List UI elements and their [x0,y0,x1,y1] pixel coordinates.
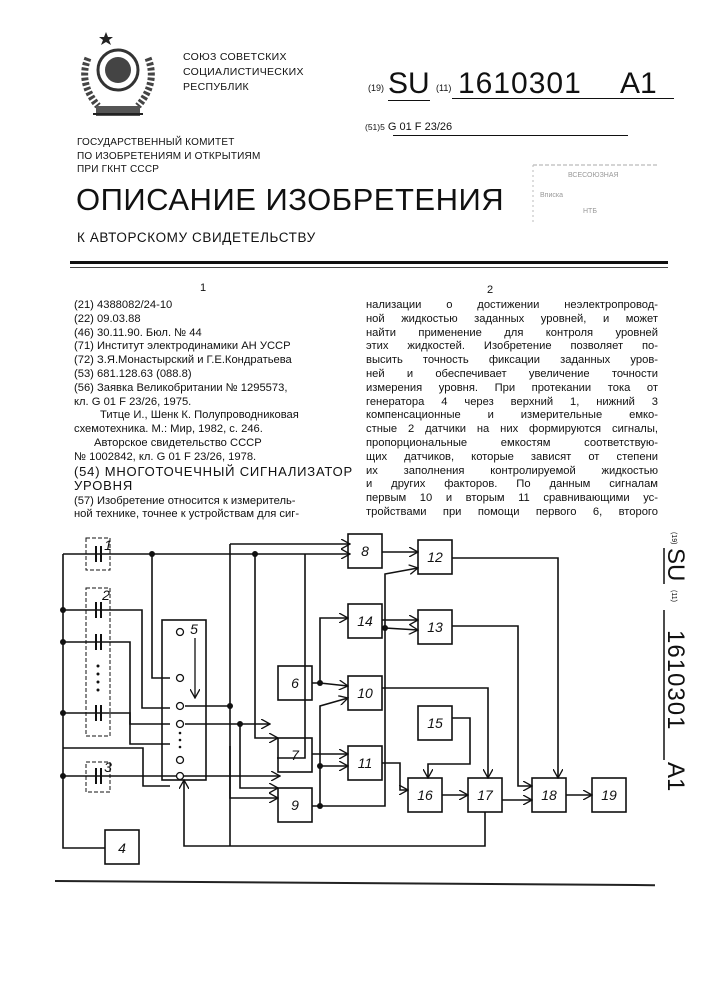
label-block-18: 18 [541,787,557,803]
committee-line-1: ГОСУДАРСТВЕННЫЙ КОМИТЕТ [77,137,235,148]
label-sensor-2: 2 [102,587,110,603]
abstract-line: найти применение для контроля уровней [366,326,658,339]
stamp-line-2: Вписка [540,192,563,199]
abstract-line: первым 10 и вторым 11 сравнивающими ус- [366,492,658,505]
label-sensor-3: 3 [104,759,112,775]
side-number: 1610301 [662,630,689,731]
field-22: (22) 09.03.88 [74,312,141,325]
abstract-line: пропорциональные емкостям соответствую- [366,436,658,449]
abstract-line: их заполнения контролируемой жидкостью [366,464,658,477]
country-line-3: РЕСПУБЛИК [183,81,249,93]
ipc-classification [365,121,452,133]
committee-name [77,136,261,177]
label-block-9: 9 [291,797,299,813]
abstract-line: генератора 4 через верхний 1, нижний 3 [366,395,658,408]
label-block-12: 12 [427,549,443,565]
abstract-continuation [366,299,658,520]
field-54-title-cont: УРОВНЯ [74,477,134,493]
bibliographic-data [74,299,353,522]
abstract-line: измерения уровня. При протекании тока от [366,381,658,394]
library-stamp [528,162,663,224]
label-block-19: 19 [601,787,617,803]
ipc-code: G 01 F 23/26 [387,121,453,133]
country-line-1: СОЮЗ СОВЕТСКИХ [183,51,287,63]
field-46: (46) 30.11.90. Бюл. № 44 [74,326,202,339]
abstract-line: нализации о достижении неэлектропровод- [366,299,658,311]
abstract-line: и других факторов. По данным сигналам [366,478,658,491]
field-72: (72) З.Я.Монастырский и Г.Е.Кондратьева [74,354,292,367]
patent-number: 1610301 [458,67,582,100]
label-generator-4: 4 [118,840,126,856]
reference-2-line-1: Титце И., Шенк К. Полупроводниковая [100,409,299,422]
block-diagram [50,528,650,880]
field-71: (71) Институт электродинамики АН УССР [74,340,291,353]
column-number-1: 1 [200,282,207,294]
field-57-abstract: (57) Изобретение относится к измеритель- [74,494,296,507]
label-switch-5: 5 [190,621,198,637]
label-block-8: 8 [361,543,369,559]
abstract-line: этих жидкостей. Изобретение позволяет по- [366,340,658,353]
side-code-11: (11) [670,590,677,602]
stamp-line-1: ВСЕСОЮЗНАЯ [568,172,619,179]
label-block-10: 10 [357,685,373,701]
ipc-underline [393,135,628,136]
label-block-11: 11 [357,755,373,771]
ipc-label: (51)5 [365,122,385,132]
ussr-emblem-icon [68,28,168,124]
stamp-line-3: НТБ [583,208,597,215]
abstract-line: ной жидкостью заданных уровней, и может [366,312,658,325]
field-57-abstract-cont: ной технике, точнее к устройствам для сиг- [74,508,300,521]
label-block-6: 6 [291,675,299,691]
field-54-title: (54) МНОГОТОЧЕЧНЫЙ СИГНАЛИЗАТОР [74,463,353,479]
document-subtitle: К АВТОРСКОМУ СВИДЕТЕЛЬСТВУ [77,230,316,245]
label-block-16: 16 [417,787,433,803]
abstract-line: щих датчиков, которые зависят от степени [366,450,658,463]
column-number-2: 2 [487,284,494,296]
side-kind: A1 [662,762,689,792]
label-block-17: 17 [477,787,493,803]
ussr-name [183,50,304,95]
reference-3-line-1: Авторское свидетельство СССР [94,436,262,449]
side-country: SU [662,548,689,582]
reference-2-line-2: схемотехника. М.: Мир, 1982, с. 246. [74,423,263,436]
abstract-line: высить точность фиксации заданных уров- [366,354,658,367]
label-sensor-1: 1 [104,537,112,553]
label-block-14: 14 [357,613,373,629]
field-56-cont: кл. G 01 F 23/26, 1975. [74,395,192,408]
abstract-line: стные 2 датчики на них формируются сигналы, [366,423,658,436]
committee-line-3: ПРИ ГКНТ СССР [77,164,160,175]
label-block-13: 13 [427,619,443,635]
side-code-19: (19) [670,532,677,545]
abstract-line: ней и обеспечивает увеличение точности [366,367,658,380]
field-56: (56) Заявка Великобритании № 1295573, [74,381,288,394]
patent-kind: A1 [620,67,657,100]
country-line-2: СОЦИАЛИСТИЧЕСКИХ [183,66,304,78]
code-19: (19) [368,83,385,93]
document-title: ОПИСАНИЕ ИЗОБРЕТЕНИЯ [76,182,505,217]
code-11: (11) [436,83,452,93]
field-53: (53) 681.128.63 (088.8) [74,367,192,380]
country-code: SU [388,67,430,100]
footer-rule [55,880,655,886]
abstract-line: тройствами при помощи первого 6, второго [366,505,658,518]
label-block-15: 15 [427,715,443,731]
committee-line-2: ПО ИЗОБРЕТЕНИЯМ И ОТКРЫТИЯМ [77,150,261,162]
header-rule-thick [70,261,668,264]
abstract-line: компенсационные и измерительные емко- [366,409,658,422]
reference-3-line-2: № 1002842, кл. G 01 F 23/26, 1978. [74,450,257,463]
label-block-7: 7 [291,747,299,763]
field-21: (21) 4388082/24-10 [74,299,173,311]
header-rule-thin [70,267,668,268]
